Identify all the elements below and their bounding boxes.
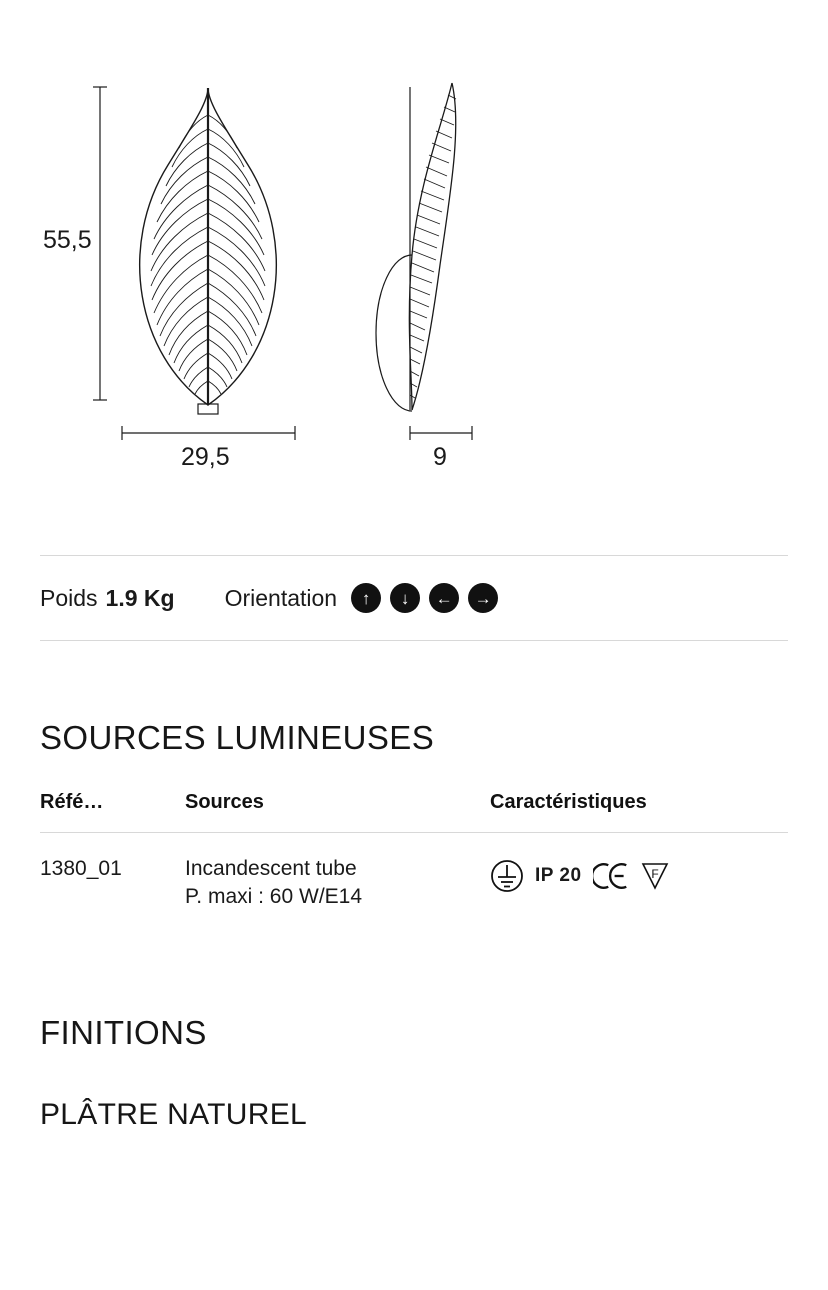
cell-sources — [185, 833, 490, 912]
height-dimension-label: 55,5 — [43, 226, 92, 254]
weight-label: Poids — [40, 584, 98, 611]
sources-table — [40, 791, 788, 912]
column-header-characteristics: Caractéristiques — [490, 791, 788, 833]
width-dimension-label: 29,5 — [181, 443, 230, 471]
orientation-label: Orientation — [224, 584, 338, 611]
product-datasheet-page — [0, 55, 828, 1290]
column-header-reference: Réfé… — [40, 791, 185, 833]
source-line-1: Incandescent tube — [185, 857, 357, 880]
side-profile-inner — [409, 83, 452, 410]
table-header-row — [40, 791, 788, 833]
weight-value: 1.9 Kg — [105, 584, 175, 611]
arrow-up-icon: ↑ — [351, 583, 381, 613]
specs-bottom-divider — [40, 640, 788, 641]
arrow-left-icon: ← — [429, 583, 459, 613]
finitions-section-title: FINITIONS — [40, 1013, 207, 1051]
column-header-sources: Sources — [185, 791, 490, 833]
source-line-2: P. maxi : 60 W/E14 — [185, 885, 363, 909]
technical-drawing — [40, 55, 788, 555]
arrow-down-icon: ↓ — [390, 583, 420, 613]
cell-characteristics — [490, 833, 788, 912]
sources-section-title: SOURCES LUMINEUSES — [40, 719, 435, 756]
characteristics-icon-group — [490, 855, 788, 893]
depth-dimension-label: 9 — [433, 443, 447, 471]
ce-mark-icon — [593, 862, 629, 890]
svg-text:F: F — [650, 867, 659, 881]
ip-rating-icon: IP 20 — [535, 865, 582, 887]
drawing-svg — [40, 55, 788, 475]
side-base-arc — [376, 255, 412, 411]
specs-row — [40, 556, 788, 640]
finitions-subtitle: PLÂTRE NATUREL — [40, 1097, 308, 1131]
earth-class-icon — [490, 859, 524, 893]
leaf-veins-left — [151, 115, 208, 394]
cell-reference: 1380_01 — [40, 857, 122, 880]
table-row — [40, 833, 788, 912]
side-profile-hatching — [410, 95, 456, 398]
f-mark-icon — [640, 860, 670, 892]
arrow-right-icon: → — [468, 583, 498, 613]
orientation-icon-group — [351, 583, 498, 613]
leaf-veins-right — [208, 115, 265, 394]
